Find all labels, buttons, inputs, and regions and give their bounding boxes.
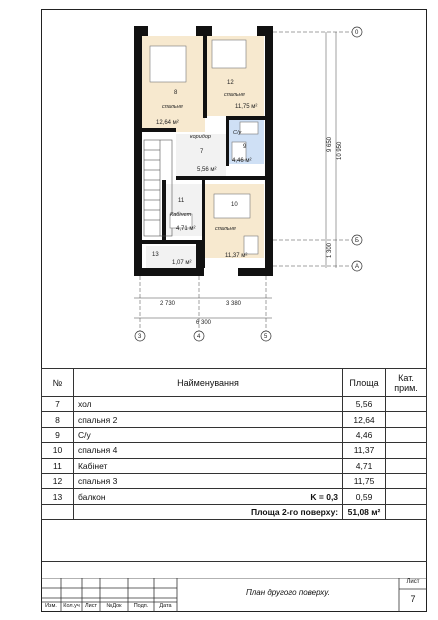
room-8-area: 12,64 м² [156, 120, 179, 126]
room-10-area: 11,37 м² [225, 253, 248, 259]
right-axis-markers [352, 27, 362, 271]
axis-label-b: Б [355, 238, 359, 244]
row-cat [386, 397, 427, 412]
title-block [41, 578, 427, 612]
row-num: 11 [42, 458, 74, 473]
row-area: 11,75 [343, 473, 386, 488]
row-cat [386, 489, 427, 504]
row-num: 7 [42, 397, 74, 412]
row-num: 12 [42, 473, 74, 488]
row-coef: K = 0,3 [310, 491, 339, 502]
table-total-row [42, 504, 427, 519]
bottom-axis-markers [135, 331, 271, 341]
table-row [42, 489, 427, 504]
axis-label-5: 5 [264, 334, 268, 340]
header-num: № [42, 369, 74, 397]
row-name: С/у [73, 427, 342, 442]
row-name [73, 489, 342, 504]
row-num: 8 [42, 412, 74, 427]
axis-label-3: 3 [138, 334, 142, 340]
room-11-name: Кабінет [170, 212, 192, 218]
row-name: спальня 2 [73, 412, 342, 427]
room-7-area: 5,56 м² [197, 167, 217, 173]
corridor-name: коридор [190, 134, 211, 140]
axis-label-a: А [355, 264, 360, 270]
dim-v2: 10 950 [337, 141, 343, 160]
row-cat [386, 473, 427, 488]
room-10-num: 10 [231, 202, 238, 208]
room-11-area: 4,71 м² [176, 226, 196, 232]
axis-label-4: 4 [197, 334, 201, 340]
dim-total: 6 300 [196, 320, 212, 326]
blank-space [42, 520, 427, 562]
row-cat [386, 458, 427, 473]
table-row [42, 458, 427, 473]
table-header-row [42, 369, 427, 397]
row-num: 9 [42, 427, 74, 442]
dim-d1: 2 730 [160, 301, 176, 307]
room-11-num: 11 [178, 198, 185, 204]
table-row [42, 412, 427, 427]
dim-d2: 3 380 [226, 301, 242, 307]
row-cat [386, 443, 427, 458]
row-area: 5,56 [343, 397, 386, 412]
table-row [42, 427, 427, 442]
dim-v3: 1 300 [327, 242, 333, 258]
row-area: 0,59 [343, 489, 386, 504]
room-10-name: спальня [215, 226, 236, 232]
sheet-label: Лист [406, 579, 420, 585]
row-name: хол [73, 397, 342, 412]
row-area: 4,71 [343, 458, 386, 473]
row-name-text: балкон [77, 491, 106, 502]
axis-label-0: 0 [355, 30, 359, 36]
room-13-area: 1,07 м² [172, 260, 192, 266]
room-8-num: 8 [174, 90, 178, 96]
room-9-name: С/у [233, 130, 242, 136]
row-cat [386, 427, 427, 442]
total-empty [42, 504, 74, 519]
stamp-col-list: Лист [85, 603, 97, 609]
table-row [42, 443, 427, 458]
row-area: 11,37 [343, 443, 386, 458]
header-area: Площа [343, 369, 386, 397]
room-12-area: 11,75 м² [235, 104, 258, 110]
stamp-col-podp: Подп. [133, 603, 149, 609]
room-12-num: 12 [227, 80, 234, 86]
table-row [42, 473, 427, 488]
row-name: спальня 4 [73, 443, 342, 458]
table-row [42, 397, 427, 412]
stamp-col-kol: Кол.уч [63, 603, 80, 609]
dim-v1: 9 650 [327, 136, 333, 152]
row-area: 12,64 [343, 412, 386, 427]
room-8-name: спальня [162, 104, 183, 110]
stamp-col-doc: №Док [106, 603, 122, 609]
stamp-col-data: Дата [159, 603, 172, 609]
room-schedule-table [41, 368, 427, 562]
table-blank-row [42, 520, 427, 562]
row-cat [386, 412, 427, 427]
row-area: 4,46 [343, 427, 386, 442]
sheet-number: 7 [410, 594, 416, 604]
room-12-name: спальня [224, 92, 245, 98]
total-cat-empty [386, 504, 427, 519]
stamp-col-izm: Изм. [45, 603, 57, 609]
header-cat: Кат. прим. [386, 369, 427, 397]
room-13-num: 13 [152, 252, 159, 258]
row-name: Кабінет [73, 458, 342, 473]
drawing-title: План другого поверху. [246, 588, 330, 597]
row-num: 13 [42, 489, 74, 504]
total-value: 51,08 м² [343, 504, 386, 519]
total-label: Площа 2-го поверху: [73, 504, 342, 519]
header-name: Найменування [73, 369, 342, 397]
room-7-num: 7 [200, 149, 204, 155]
room-9-area: 4,46 м² [232, 158, 252, 164]
room-9-num: 9 [243, 144, 247, 150]
row-name: спальня 3 [73, 473, 342, 488]
row-num: 10 [42, 443, 74, 458]
